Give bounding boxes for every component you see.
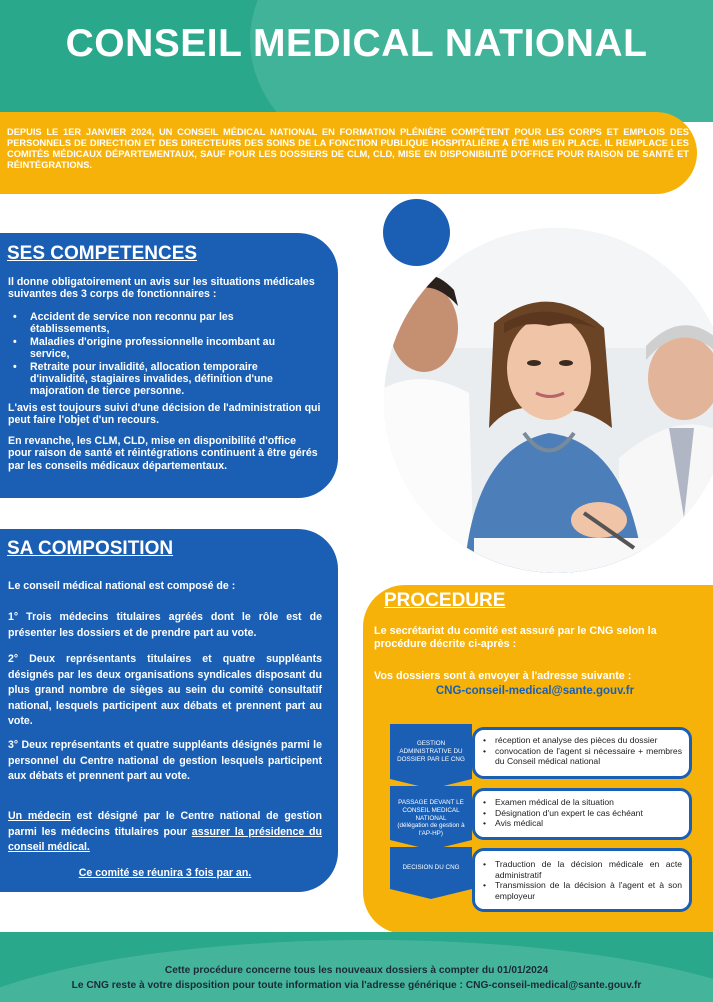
list-item: • Retraite pour invalidité, allocation temporaire d'invalidité, stagiaires invalides, définition d'une majoration de tierce personne. [5, 361, 305, 398]
step-label-2 [393, 799, 469, 838]
procedure-heading: PROCEDURE [384, 590, 506, 611]
composition-p3: 3° Deux représentants et quatre suppléants désignés parmi le personnel du Centre national de gestion lesquels participent aux débats et prennent part au vote. [8, 739, 322, 782]
composition-p4 [8, 809, 322, 856]
procedure-intro: Le secrétariat du comité est assuré par le CNG selon la procédure décrite ci-après : [374, 625, 657, 650]
step-label-1-text: GESTION ADMINISTRATIVE DU DOSSIER PAR LE CNG [397, 740, 465, 763]
list-item: • Maladies d'origine professionnelle incombant au service, [5, 336, 305, 361]
doctors-photo [384, 228, 713, 573]
presidence-underlined: assurer la présidence du conseil médical. [8, 825, 322, 853]
composition-heading: SA COMPOSITION [7, 538, 174, 559]
composition-p1: 1° Trois médecins titulaires agréés dont le rôle est de présenter les dossiers et de prendre part au vote. [8, 611, 322, 639]
step-label-1 [393, 740, 469, 763]
list-item: • convocation de l'agent si nécessaire + membres du Conseil médical national [481, 746, 682, 767]
decorative-circle [383, 199, 450, 266]
doctors-illustration [384, 228, 713, 573]
step-box-2 [472, 788, 692, 840]
step-label-3 [393, 864, 469, 872]
step-label-2-text: PASSAGE DEVANT LE CONSEIL MEDICAL NATIONAL [398, 799, 464, 822]
step-2-list [481, 797, 682, 829]
page-title: CONSEIL MEDICAL NATIONAL [65, 22, 648, 65]
composition-p2: 2° Deux représentants titulaires et quatre suppléants désignés par les deux organisations syndicales disposant du plus grand nombre de sièges au sein du comité consultatif national, lesquels participent aux débats et prennent part au vote. [8, 653, 322, 727]
footer-line-2: Le CNG reste à votre disposition pour toute information via l'adresse générique : CNG-conseil-medical@sante.gouv.fr [71, 980, 642, 991]
competences-para2: En revanche, les CLM, CLD, mise en disponibilité d'office pour raison de santé et réintégrations continuent à être gérés par les conseils médicaux départementaux. [8, 435, 318, 472]
step-box-1 [472, 727, 692, 779]
step-label-3-text: DECISION DU CNG [402, 864, 460, 871]
step-3-list [481, 859, 682, 901]
competences-para1: L'avis est toujours suivi d'une décision de l'administration qui peut faire l'objet d'un recours. [8, 402, 321, 427]
medecin-underlined: Un médecin [8, 810, 71, 822]
composition-intro: Le conseil médical national est composé de : [8, 580, 236, 592]
step-1-list [481, 735, 682, 767]
step-arrow-3 [390, 847, 472, 899]
list-item: • Avis médical [481, 818, 682, 829]
list-item: • Désignation d'un expert le cas échéant [481, 808, 682, 819]
procedure-send: Vos dossiers sont à envoyer à l'adresse suivante : [374, 670, 632, 682]
composition-p4-text: est désigné par le Centre national de gestion parmi les médecins titulaires pour [8, 810, 322, 838]
list-item: • Examen médical de la situation [481, 797, 682, 808]
list-item: • Traduction de la décision médicale en acte administratif [481, 859, 682, 880]
step-label-2-sub: (délégation de gestion à l'AP-HP) [397, 822, 465, 838]
procedure-email: CNG-conseil-medical@sante.gouv.fr [435, 685, 635, 697]
competences-heading: SES COMPETENCES [7, 243, 198, 264]
competences-intro: Il donne obligatoirement un avis sur les situations médicales suivantes des 3 corps de fonctionnaires : [8, 276, 315, 301]
list-item: • Transmission de la décision à l'agent et à son employeur [481, 880, 682, 901]
footer-line-1: Cette procédure concerne tous les nouveaux dossiers à compter du 01/01/2024 [164, 965, 549, 976]
competences-list [5, 311, 305, 398]
intro-text: DEPUIS LE 1ER JANVIER 2024, UN CONSEIL MÉDICAL NATIONAL EN FORMATION PLÉNIÈRE COMPÉTENT POUR LES CORPS ET EMPLOIS DES PERSONNELS DE DIRECTION ET DES DIRECTEURS DES SOINS DE LA FONCTION PUBLIQUE HOSPITALIÈRE A ÉTÉ MIS EN PLACE. IL REMPLACE LES COMITÉS MÉDICAUX DÉPARTEMENTAUX, SAUF POUR LES DOSSIERS DE CLM, CLD, MISE EN DISPONIBILITÉ D'OFFICE POUR RAISON DE SANTÉ ET RÉINTÉGRATIONS. [7, 127, 689, 170]
list-item: • réception et analyse des pièces du dossier [481, 735, 682, 746]
list-item: • Accident de service non reconnu par les établissements, [5, 311, 305, 336]
step-box-3 [472, 848, 692, 912]
composition-closing: Ce comité se réunira 3 fois par an. [78, 867, 252, 879]
